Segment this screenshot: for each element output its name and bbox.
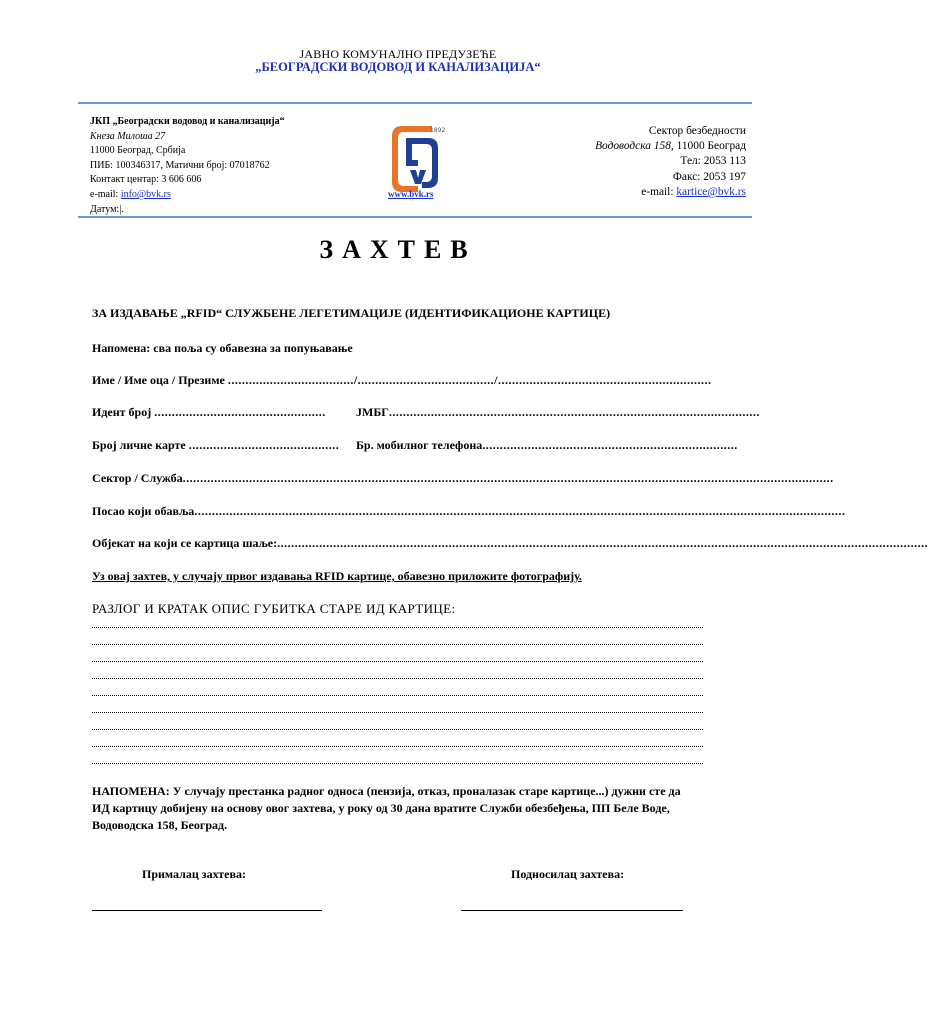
reason-line[interactable] (92, 644, 703, 645)
submitter-label: Подносилац захтева: (511, 867, 625, 881)
sector-name: Сектор безбедности (648, 125, 746, 137)
idcard-field-row[interactable] (92, 438, 340, 453)
receiver-label: Прималац захтева: (142, 867, 246, 881)
kartice-email-link[interactable]: kartice@bvk.rs (676, 185, 746, 198)
bvk-logo-mark (388, 120, 448, 192)
name-dots: ..................................../......................................./............................................................. (227, 373, 712, 387)
mobile-dots: ......................................................................... (482, 438, 738, 452)
org-name-line: „БЕОГРАДСКИ ВОДОВОД И КАНАЛИЗАЦИЈА“ (255, 60, 541, 74)
idcard-dots: ........................................... (188, 438, 340, 452)
object-label: Објекат на који се картица шаље: (92, 536, 278, 550)
job-label: Посао који обавља (92, 504, 195, 518)
header-bottom-rule (78, 216, 752, 218)
job-dots: .......................................................................................................................................................................................... (194, 504, 846, 518)
reason-line[interactable] (92, 678, 703, 679)
company-city: 11000 Београд, Србија (90, 145, 186, 157)
org-type-line: ЈАВНО КОМУНАЛНО ПРЕДУЗЕЋЕ (299, 47, 497, 61)
bvk-logo (388, 120, 448, 192)
object-field-row[interactable] (92, 536, 928, 551)
reason-label: РАЗЛОГ И КРАТАК ОПИС ГУБИТКА СТАРЕ ИД КАРТИЦЕ: (92, 601, 456, 616)
company-name: ЈКП „Београдски водовод и канализација“ (90, 116, 285, 127)
jmbg-label: ЈМБГ (356, 405, 389, 419)
company-contact: Контакт центар: 3 606 606 (90, 174, 202, 186)
sector-fax: Факс: 2053 197 (672, 170, 746, 183)
company-email-row (90, 188, 285, 203)
object-dots: .......................................................................................................................................................................................... (277, 536, 928, 550)
reason-line[interactable] (92, 763, 703, 764)
sector-tel: Тел: 2053 113 (680, 155, 746, 168)
mobile-field-row[interactable] (356, 438, 738, 453)
required-note: Напомена: сва поља су обавезна за попуњавање (92, 341, 353, 355)
receiver-signature-line[interactable] (92, 910, 322, 911)
left-contact-block (90, 115, 285, 217)
name-field-row[interactable] (92, 373, 712, 388)
website-link[interactable]: www.bvk.rs (388, 189, 434, 199)
info-email-link[interactable]: info@bvk.rs (120, 188, 171, 200)
reason-line[interactable] (92, 729, 703, 730)
form-subtitle: ЗА ИЗДАВАЊЕ „RFID“ СЛУЖБЕНЕ ЛЕГЕТИМАЦИЈЕ (ИДЕНТИФИКАЦИОНЕ КАРТИЦЕ) (92, 306, 611, 320)
sector-address (595, 139, 746, 154)
reason-line[interactable] (92, 746, 703, 747)
ident-label: Идент број (92, 405, 155, 419)
return-notice: НАПОМЕНА: У случају престанка радног односа (пензија, отказ, проналазак старе картице...) дужни сте да ИД картицу добијену на основу овог захтева, у року од 30 дана вратите Служби обезбеђења, ПП Беле Воде, Водоводска 158, Београд. (92, 784, 681, 832)
logo-year: 1892 (430, 127, 446, 134)
sector-email-label: e-mail: (641, 185, 677, 198)
sector-field-row[interactable] (92, 471, 834, 486)
header-top-rule (78, 102, 752, 104)
name-label: Име / Име оца / Презиме (92, 373, 228, 387)
reason-line[interactable] (92, 695, 703, 696)
reason-line[interactable] (92, 661, 703, 662)
submitter-signature-line[interactable] (461, 910, 683, 911)
right-contact-block (595, 124, 746, 200)
email-label: e-mail: (90, 188, 121, 200)
ident-dots: ................................................. (154, 405, 326, 419)
photo-notice: Уз овај захтев, у случају првог издавања RFID картице, обавезно приложите фотографију. (92, 569, 582, 583)
date-field: Датум:|. (90, 203, 124, 215)
idcard-label: Број личне карте (92, 438, 189, 452)
mobile-label: Бр. мобилног телефона (356, 438, 483, 452)
reason-line[interactable] (92, 712, 703, 713)
company-ids: ПИБ: 100346317, Матични број: 07018762 (90, 159, 270, 171)
document-title: ЗАХТЕВ (319, 235, 477, 264)
jmbg-dots: .......................................................................................................... (388, 405, 760, 419)
reason-line[interactable] (92, 627, 703, 628)
company-street: Кнеза Милоша 27 (90, 130, 166, 142)
sector-email-row (595, 185, 746, 200)
job-field-row[interactable] (92, 504, 846, 519)
jmbg-field-row[interactable] (356, 405, 760, 420)
sector-street: Водоводска 158 (595, 140, 671, 153)
sector-city: , 11000 Београд (670, 140, 746, 153)
sector-label: Сектор / Служба (92, 471, 183, 485)
sector-dots: .......................................................................................................................................................................................... (182, 471, 834, 485)
ident-field-row[interactable] (92, 405, 326, 420)
